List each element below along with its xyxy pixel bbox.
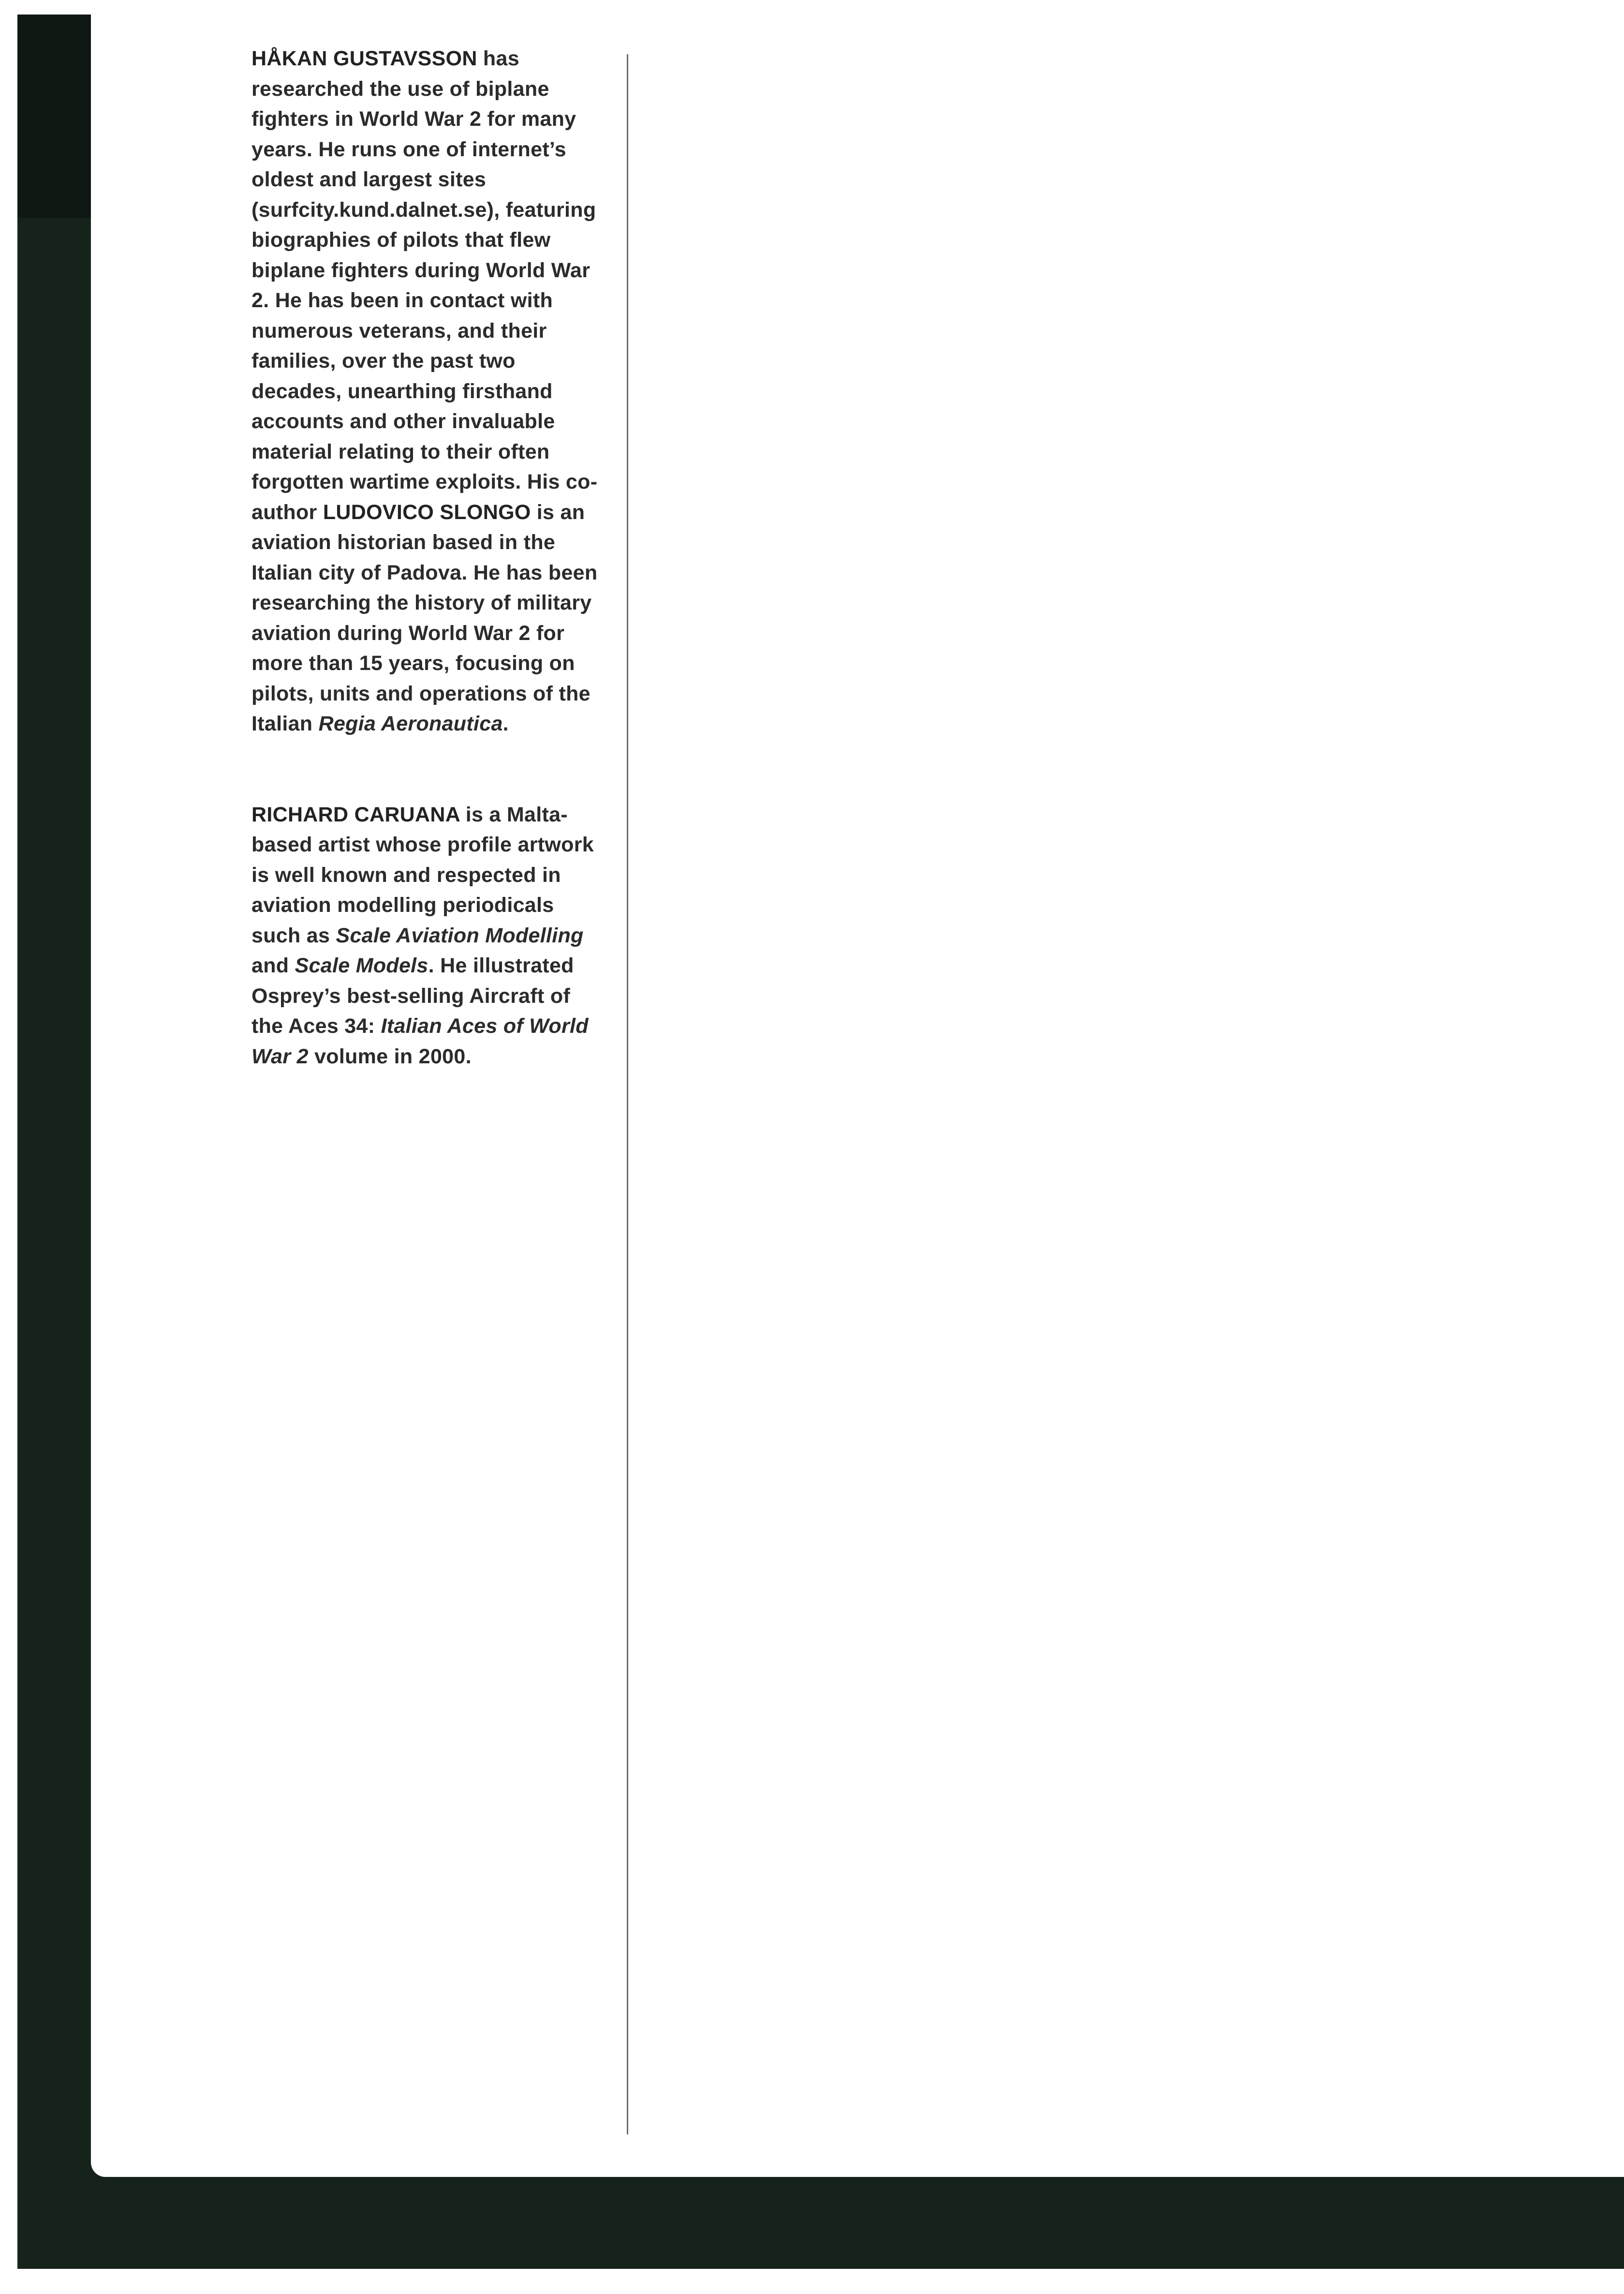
bio-text: . He illustrated Osprey’s best-selling Aircraft of the Aces 34: bbox=[251, 954, 574, 1038]
italic-title-scale-aviation-modelling: Scale Aviation Modelling bbox=[336, 924, 584, 947]
author-bio-caruana bbox=[251, 800, 600, 1072]
bio-text: is an aviation historian based in the Italian city of Padova. He has been researching the history of military aviation during World War 2 for more than 15 years, focusing on pilots, units and operations of the Italian bbox=[251, 500, 598, 735]
author-name-gustavsson: HÅKAN GUSTAVSSON bbox=[251, 47, 477, 70]
author-name-slongo: LUDOVICO SLONGO bbox=[323, 500, 531, 524]
author-bio-gustavsson-slongo bbox=[251, 44, 600, 739]
italic-title-scale-models: Scale Models bbox=[295, 954, 428, 977]
author-bios-column bbox=[251, 44, 600, 1072]
bio-text: and bbox=[251, 954, 295, 977]
bio-text: is a Malta-based artist whose profile artwork is well known and respected in aviation modelling periodicals such as bbox=[251, 803, 594, 947]
document-page bbox=[91, 10, 1624, 2177]
column-divider-rule bbox=[627, 54, 628, 2134]
bio-text: has researched the use of biplane fighters in World War 2 for many years. He runs one of internet’s oldest and largest sites (surfcity.kund.dalnet.se), featuring biographies of pilots that flew biplane fighters during World War 2. He has been in contact with numerous veterans, and their families, over the past two decades, unearthing firsthand accounts and other invaluable material relating to their often forgotten wartime exploits. His co-author bbox=[251, 47, 598, 524]
scanner-edge-left-top bbox=[17, 15, 96, 218]
bio-text: . bbox=[502, 712, 509, 735]
italic-title-italian-aces: Italian Aces of World War 2 bbox=[251, 1014, 589, 1068]
bio-text: volume in 2000. bbox=[308, 1044, 472, 1068]
scanner-edge-left bbox=[17, 15, 96, 2269]
scanner-edge-bottom bbox=[17, 2167, 1624, 2269]
author-name-caruana: RICHARD CARUANA bbox=[251, 803, 460, 826]
italic-title-regia-aeronautica: Regia Aeronautica bbox=[318, 712, 503, 735]
